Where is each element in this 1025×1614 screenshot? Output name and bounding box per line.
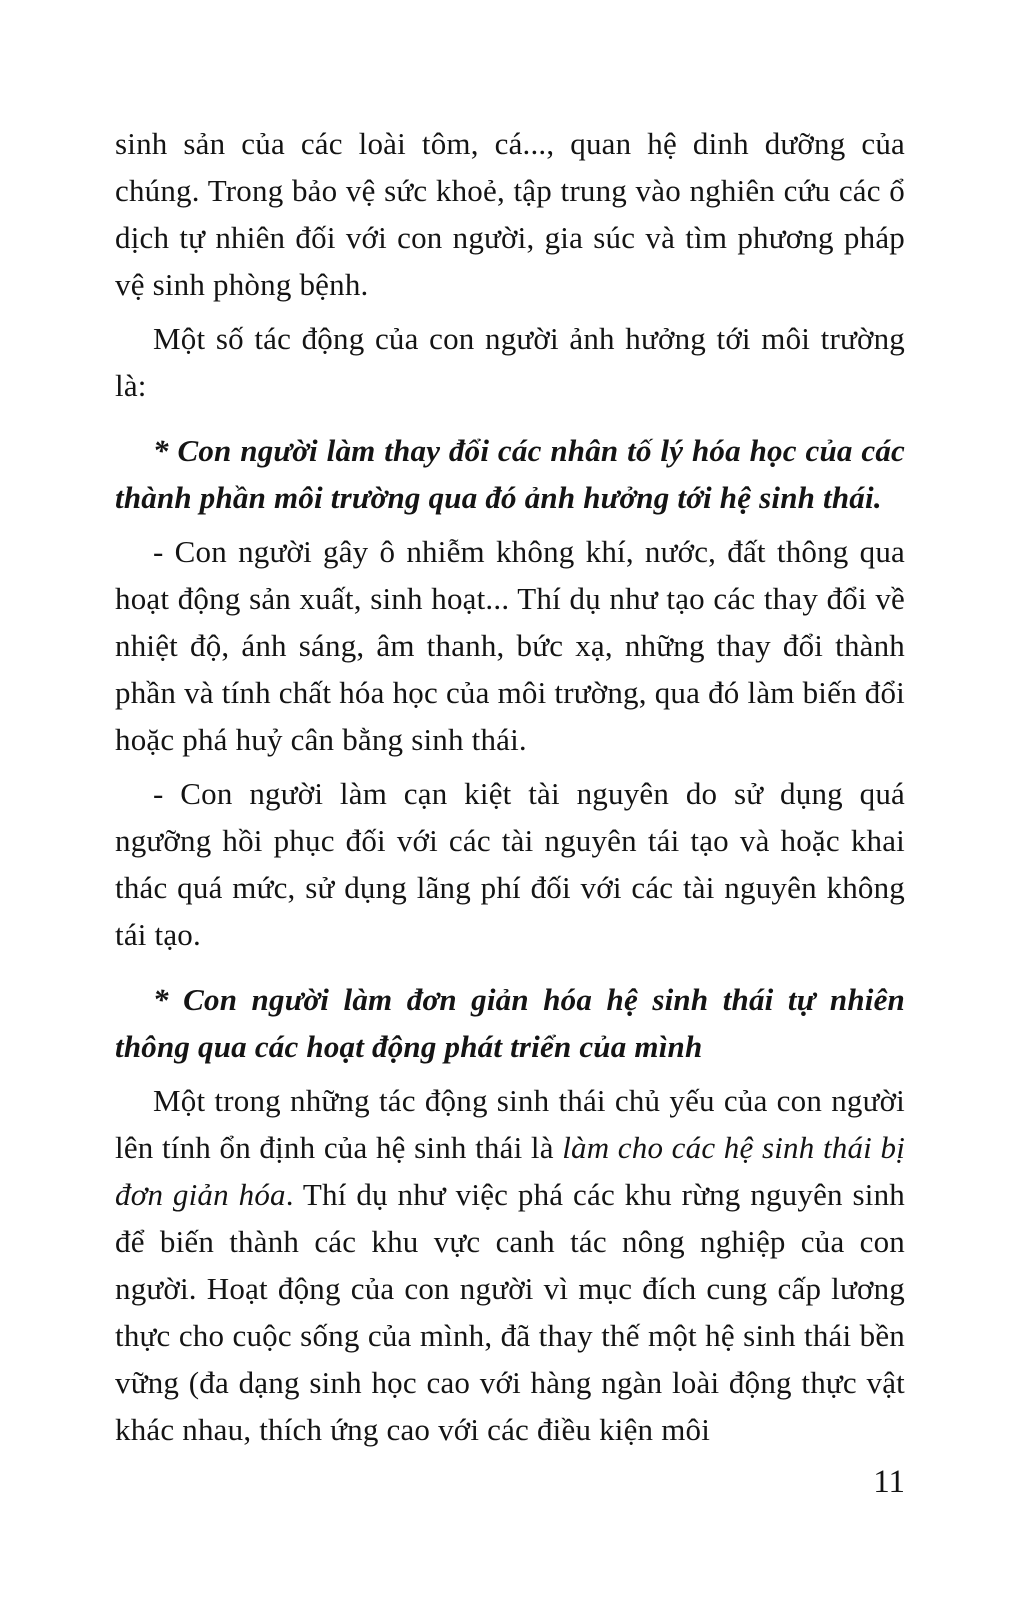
section-heading-physical-chemical-factors: * Con người làm thay đổi các nhân tố lý hóa học của các thành phần môi trường qua đó ảnh hưởng tới hệ sinh thái. bbox=[115, 433, 905, 515]
text-block bbox=[115, 120, 905, 1453]
text-segment: Một trong những tác động sinh thái chủ yếu của con người lên tính ổn định của hệ sinh thái là bbox=[115, 1083, 905, 1165]
text-segment: . Thí dụ như việc phá các khu rừng nguyên sinh để biến thành các khu vực canh tác nông nghiệp của con người. Hoạt động của con người vì mục đích cung cấp lương thực cho cuộc sống của mình, đã thay thế một hệ sinh thái bền vững (đa dạng sinh học cao với hàng ngàn loài động thực vật khác nhau, thích ứng cao với các điều kiện môi bbox=[115, 1177, 905, 1447]
body-paragraph-resource-depletion: - Con người làm cạn kiệt tài nguyên do sử dụng quá ngưỡng hồi phục đối với các tài nguyên tái tạo và hoặc khai thác quá mức, sử dụng lãng phí đối với các tài nguyên không tái tạo. bbox=[115, 776, 905, 952]
page-number: 11 bbox=[873, 1464, 905, 1500]
text-segment-italic: làm cho các hệ sinh thái bị đơn giản hóa bbox=[115, 1130, 906, 1212]
body-paragraph-continuation: sinh sản của các loài tôm, cá..., quan hệ dinh dưỡng của chúng. Trong bảo vệ sức khoẻ, tập trung vào nghiên cứu các ổ dịch tự nhiên đối với con người, gia súc và tìm phương pháp vệ sinh phòng bệnh. bbox=[115, 126, 905, 302]
body-paragraph-ecosystem-stability bbox=[115, 1077, 905, 1453]
body-paragraph-pollution: - Con người gây ô nhiễm không khí, nước, đất thông qua hoạt động sản xuất, sinh hoạt... Thí dụ như tạo các thay đổi về nhiệt độ, ánh sáng, âm thanh, bức xạ, những thay đổi thành phần và tính chất hóa học của môi trường, qua đó làm biến đổi hoặc phá huỷ cân bằng sinh thái. bbox=[115, 534, 905, 757]
section-heading-ecosystem-simplification: * Con người làm đơn giản hóa hệ sinh thái tự nhiên thông qua các hoạt động phát triển của mình bbox=[115, 982, 905, 1064]
body-paragraph-intro: Một số tác động của con người ảnh hưởng tới môi trường là: bbox=[115, 321, 905, 403]
